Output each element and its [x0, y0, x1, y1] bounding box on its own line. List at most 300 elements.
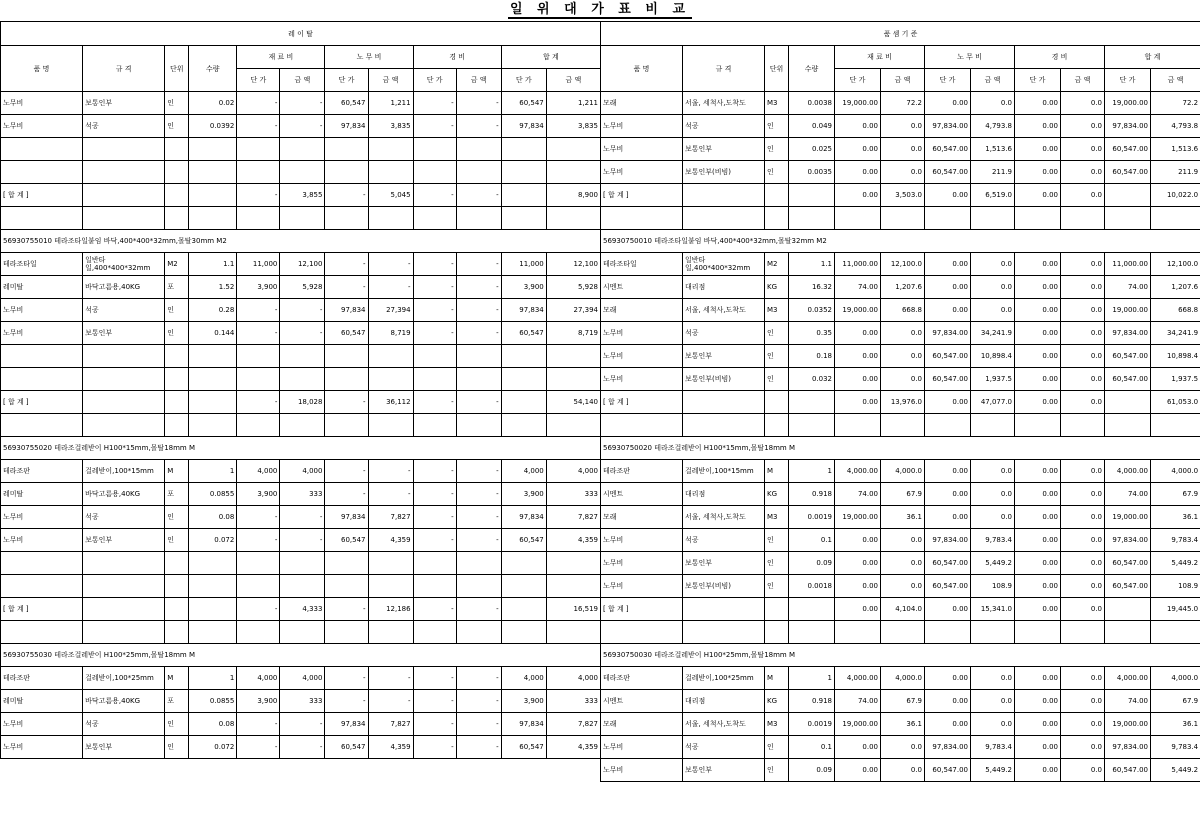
expense-unit-price: - [413, 460, 456, 483]
empty-cell [601, 207, 683, 230]
labor-unit-price: 0.00 [925, 184, 971, 207]
item-qty: 0.02 [189, 92, 237, 115]
item-unit [165, 598, 189, 621]
material-unit-price: 11,000.00 [835, 253, 881, 276]
empty-cell [546, 552, 600, 575]
item-name: 노무비 [601, 529, 683, 552]
blank-row [601, 207, 1200, 230]
header-amount: 금 액 [1061, 69, 1105, 92]
table-row [1, 299, 601, 322]
table-row [601, 759, 1200, 782]
table-row [1, 115, 601, 138]
total-unit-price: 60,547.00 [1105, 161, 1151, 184]
labor-amount: 7,827 [368, 506, 413, 529]
total-amount: 4,359 [546, 736, 600, 759]
empty-cell [165, 207, 189, 230]
item-qty: 1 [189, 460, 237, 483]
item-spec: 걸레받이,100*25mm [683, 667, 765, 690]
item-unit [165, 391, 189, 414]
total-unit-price: 4,000.00 [1105, 460, 1151, 483]
labor-unit-price: - [325, 690, 368, 713]
empty-cell [501, 368, 546, 391]
item-unit: M3 [765, 92, 789, 115]
empty-cell [189, 575, 237, 598]
blank-row [1, 207, 601, 230]
item-unit: 인 [765, 368, 789, 391]
material-unit-price: 4,000 [237, 460, 280, 483]
table-row [601, 736, 1200, 759]
labor-amount: - [368, 483, 413, 506]
labor-unit-price: 97,834.00 [925, 736, 971, 759]
header-amount: 금 액 [881, 69, 925, 92]
item-spec: 보통인부 [683, 138, 765, 161]
material-amount: 3,503.0 [881, 184, 925, 207]
blank-row [601, 414, 1200, 437]
item-unit: M3 [765, 506, 789, 529]
labor-unit-price: 0.00 [925, 667, 971, 690]
total-unit-price [1105, 391, 1151, 414]
material-unit-price: 19,000.00 [835, 713, 881, 736]
item-qty: 0.0019 [789, 713, 835, 736]
empty-cell [1, 207, 83, 230]
item-name: [ 합 계 ] [1, 391, 83, 414]
labor-amount: 4,359 [368, 529, 413, 552]
labor-amount: 0.0 [971, 690, 1015, 713]
empty-cell [1, 414, 83, 437]
material-amount: 4,104.0 [881, 598, 925, 621]
item-qty: 0.918 [789, 690, 835, 713]
table-row [1, 276, 601, 299]
item-name: 시멘트 [601, 276, 683, 299]
expense-unit-price: - [413, 598, 456, 621]
item-name: [ 합 계 ] [1, 598, 83, 621]
empty-cell [280, 552, 325, 575]
empty-cell [237, 621, 280, 644]
expense-unit-price: 0.00 [1015, 575, 1061, 598]
empty-cell [546, 345, 600, 368]
total-unit-price: 60,547.00 [1105, 138, 1151, 161]
expense-unit-price: 0.00 [1015, 322, 1061, 345]
header-amount: 금 액 [546, 69, 600, 92]
total-amount: 9,783.4 [1151, 736, 1200, 759]
expense-amount: 0.0 [1061, 713, 1105, 736]
total-unit-price: 60,547.00 [1105, 345, 1151, 368]
empty-cell [237, 552, 280, 575]
item-qty: 0.09 [789, 759, 835, 782]
table-row [1, 506, 601, 529]
total-unit-price: 74.00 [1105, 483, 1151, 506]
material-unit-price: 0.00 [835, 368, 881, 391]
header-labor: 노 무 비 [925, 46, 1015, 69]
header-qty: 수량 [789, 46, 835, 92]
total-amount: 67.9 [1151, 483, 1200, 506]
empty-cell [501, 414, 546, 437]
empty-cell [83, 552, 165, 575]
item-name: 테라조타일 [601, 253, 683, 276]
subtotal-row [1, 391, 601, 414]
empty-cell [368, 575, 413, 598]
item-name: [ 합 계 ] [1, 184, 83, 207]
header-amount: 금 액 [280, 69, 325, 92]
group-title-row [1, 22, 601, 46]
item-unit: 인 [165, 322, 189, 345]
labor-unit-price: 0.00 [925, 299, 971, 322]
empty-cell [368, 138, 413, 161]
item-name: 노무비 [1, 322, 83, 345]
expense-unit-price: 0.00 [1015, 368, 1061, 391]
expense-amount: 0.0 [1061, 345, 1105, 368]
item-spec: 대리점 [683, 276, 765, 299]
labor-unit-price: 0.00 [925, 253, 971, 276]
labor-unit-price: - [325, 276, 368, 299]
labor-unit-price: 60,547.00 [925, 552, 971, 575]
material-amount: 4,333 [280, 598, 325, 621]
group-title: 품 셈 기 준 [601, 22, 1200, 46]
section-header-row [601, 644, 1200, 667]
total-amount: 4,000 [546, 460, 600, 483]
item-qty: 0.0038 [789, 92, 835, 115]
labor-unit-price: - [325, 460, 368, 483]
item-spec: 석공 [83, 299, 165, 322]
item-qty [189, 391, 237, 414]
right-table [600, 21, 1200, 782]
empty-cell [165, 138, 189, 161]
table-row [601, 552, 1200, 575]
empty-cell [368, 345, 413, 368]
item-qty [189, 598, 237, 621]
total-unit-price: 97,834.00 [1105, 115, 1151, 138]
labor-amount: 0.0 [971, 667, 1015, 690]
item-spec: 서울, 세척사,도착도 [683, 299, 765, 322]
header-material: 재 료 비 [237, 46, 325, 69]
expense-amount: 0.0 [1061, 759, 1105, 782]
item-name: 모래 [601, 92, 683, 115]
item-qty: 0.08 [189, 506, 237, 529]
item-name: 노무비 [601, 115, 683, 138]
empty-cell [325, 621, 368, 644]
item-name: 테라조판 [601, 667, 683, 690]
total-amount: 19,445.0 [1151, 598, 1200, 621]
total-unit-price: 97,834.00 [1105, 529, 1151, 552]
empty-cell [925, 207, 971, 230]
item-name: 노무비 [1, 529, 83, 552]
expense-amount: 0.0 [1061, 184, 1105, 207]
labor-amount: 1,211 [368, 92, 413, 115]
item-name: 테라조타일 [1, 253, 83, 276]
blank-row [1, 368, 601, 391]
table-row [601, 345, 1200, 368]
expense-amount: - [456, 690, 501, 713]
table-row [601, 299, 1200, 322]
material-amount: 4,000 [280, 460, 325, 483]
material-amount: 36.1 [881, 506, 925, 529]
item-unit: 인 [165, 529, 189, 552]
item-name: 노무비 [601, 138, 683, 161]
item-name: 레미탈 [1, 276, 83, 299]
item-qty: 0.08 [189, 713, 237, 736]
item-unit: 인 [765, 529, 789, 552]
item-qty [789, 184, 835, 207]
empty-cell [280, 345, 325, 368]
section-title: 56930755020 테라조걸레받이 H100*15mm,몰탈18mm M [1, 437, 601, 460]
material-unit-price: 0.00 [835, 598, 881, 621]
total-unit-price: 97,834 [501, 115, 546, 138]
labor-unit-price: 60,547 [325, 529, 368, 552]
empty-cell [368, 621, 413, 644]
header-unit-price: 단 가 [835, 69, 881, 92]
total-amount: 4,000.0 [1151, 667, 1200, 690]
empty-cell [1061, 414, 1105, 437]
table-row [601, 483, 1200, 506]
header-spec: 규 격 [683, 46, 765, 92]
empty-cell [189, 138, 237, 161]
header-unit-price: 단 가 [1105, 69, 1151, 92]
item-unit: 인 [765, 138, 789, 161]
empty-cell [789, 207, 835, 230]
item-spec [83, 184, 165, 207]
total-amount: 1,207.6 [1151, 276, 1200, 299]
total-unit-price: 3,900 [501, 483, 546, 506]
header-unit-price: 단 가 [925, 69, 971, 92]
expense-unit-price: 0.00 [1015, 759, 1061, 782]
material-unit-price: - [237, 598, 280, 621]
header-row-1 [1, 46, 601, 69]
table-row [601, 713, 1200, 736]
labor-amount: 9,783.4 [971, 529, 1015, 552]
group-title-row [601, 22, 1200, 46]
total-unit-price: 19,000.00 [1105, 92, 1151, 115]
expense-unit-price: - [413, 713, 456, 736]
empty-cell [83, 345, 165, 368]
item-name: 노무비 [601, 736, 683, 759]
item-spec: 석공 [83, 713, 165, 736]
item-unit: 인 [165, 736, 189, 759]
empty-cell [971, 207, 1015, 230]
empty-cell [280, 368, 325, 391]
total-unit-price: 11,000 [501, 253, 546, 276]
empty-cell [325, 368, 368, 391]
item-name: 노무비 [601, 368, 683, 391]
item-qty: 0.049 [789, 115, 835, 138]
item-unit: 인 [165, 115, 189, 138]
item-name: [ 합 계 ] [601, 598, 683, 621]
item-unit: 인 [765, 575, 789, 598]
item-spec: 보통인부 [683, 759, 765, 782]
table-row [601, 92, 1200, 115]
blank-row [601, 621, 1200, 644]
expense-unit-price: 0.00 [1015, 253, 1061, 276]
expense-unit-price: - [413, 253, 456, 276]
item-unit [765, 184, 789, 207]
header-qty: 수량 [189, 46, 237, 92]
labor-unit-price: 0.00 [925, 713, 971, 736]
expense-amount: 0.0 [1061, 391, 1105, 414]
material-unit-price: 0.00 [835, 552, 881, 575]
total-unit-price: 60,547 [501, 736, 546, 759]
empty-cell [280, 161, 325, 184]
labor-amount: 15,341.0 [971, 598, 1015, 621]
header-unit: 단위 [165, 46, 189, 92]
total-amount: 4,793.8 [1151, 115, 1200, 138]
total-unit-price [1105, 184, 1151, 207]
empty-cell [413, 161, 456, 184]
material-unit-price: 74.00 [835, 276, 881, 299]
header-amount: 금 액 [1151, 69, 1200, 92]
empty-cell [456, 575, 501, 598]
blank-row [1, 161, 601, 184]
blank-row [1, 552, 601, 575]
material-amount: 668.8 [881, 299, 925, 322]
section-header-row [601, 230, 1200, 253]
expense-unit-price: - [413, 736, 456, 759]
item-spec: 일반타일,400*400*32mm [683, 253, 765, 276]
header-amount: 금 액 [456, 69, 501, 92]
material-unit-price: 0.00 [835, 322, 881, 345]
item-qty: 0.18 [789, 345, 835, 368]
empty-cell [189, 552, 237, 575]
material-unit-price: 4,000 [237, 667, 280, 690]
empty-cell [165, 368, 189, 391]
empty-cell [1061, 207, 1105, 230]
empty-cell [280, 621, 325, 644]
total-amount: 36.1 [1151, 506, 1200, 529]
expense-unit-price: 0.00 [1015, 667, 1061, 690]
total-unit-price: 60,547.00 [1105, 759, 1151, 782]
item-unit: KG [765, 276, 789, 299]
labor-unit-price: - [325, 598, 368, 621]
item-name: 레미탈 [1, 483, 83, 506]
labor-amount: 0.0 [971, 299, 1015, 322]
empty-cell [501, 552, 546, 575]
material-unit-price: 0.00 [835, 345, 881, 368]
item-unit: 인 [165, 299, 189, 322]
item-spec: 대리점 [683, 483, 765, 506]
empty-cell [1151, 414, 1200, 437]
item-name: 노무비 [601, 161, 683, 184]
total-amount: 668.8 [1151, 299, 1200, 322]
empty-cell [546, 575, 600, 598]
empty-cell [835, 621, 881, 644]
empty-cell [601, 621, 683, 644]
left-table [0, 21, 601, 759]
empty-cell [835, 207, 881, 230]
item-spec: 보통인부 [83, 736, 165, 759]
header-material: 재 료 비 [835, 46, 925, 69]
labor-unit-price: 60,547 [325, 736, 368, 759]
labor-unit-price: 60,547.00 [925, 345, 971, 368]
empty-cell [1105, 207, 1151, 230]
total-unit-price: 3,900 [501, 276, 546, 299]
labor-unit-price: - [325, 253, 368, 276]
item-qty: 0.09 [789, 552, 835, 575]
empty-cell [501, 161, 546, 184]
labor-amount: 1,513.6 [971, 138, 1015, 161]
material-unit-price: 0.00 [835, 161, 881, 184]
item-name: 노무비 [1, 92, 83, 115]
total-unit-price [501, 598, 546, 621]
item-qty: 1 [789, 667, 835, 690]
material-amount: - [280, 299, 325, 322]
empty-cell [971, 414, 1015, 437]
empty-cell [165, 161, 189, 184]
item-name: 노무비 [1, 506, 83, 529]
expense-amount: 0.0 [1061, 736, 1105, 759]
table-row [601, 138, 1200, 161]
total-unit-price: 97,834.00 [1105, 322, 1151, 345]
total-amount: 12,100 [546, 253, 600, 276]
labor-unit-price: 0.00 [925, 460, 971, 483]
material-unit-price: - [237, 506, 280, 529]
material-unit-price: 0.00 [835, 391, 881, 414]
total-amount: 36.1 [1151, 713, 1200, 736]
header-unit-price: 단 가 [501, 69, 546, 92]
item-spec: 걸레받이,100*15mm [83, 460, 165, 483]
empty-cell [83, 414, 165, 437]
material-unit-price: - [237, 115, 280, 138]
empty-cell [325, 414, 368, 437]
total-amount: 7,827 [546, 713, 600, 736]
item-name: [ 합 계 ] [601, 391, 683, 414]
total-amount: 67.9 [1151, 690, 1200, 713]
header-unit: 단위 [765, 46, 789, 92]
material-amount: 0.0 [881, 759, 925, 782]
material-amount: 12,100.0 [881, 253, 925, 276]
total-unit-price [501, 184, 546, 207]
total-unit-price: 74.00 [1105, 690, 1151, 713]
section-header-row [1, 437, 601, 460]
labor-unit-price: - [325, 391, 368, 414]
expense-unit-price: 0.00 [1015, 483, 1061, 506]
empty-cell [501, 207, 546, 230]
labor-unit-price: 0.00 [925, 276, 971, 299]
subtotal-row [601, 391, 1200, 414]
item-spec [83, 598, 165, 621]
header-spec: 규 격 [83, 46, 165, 92]
expense-amount: - [456, 276, 501, 299]
section-title: 56930755010 테라조타일붙임 바닥,400*400*32mm,몰탈30mm M2 [1, 230, 601, 253]
item-qty: 0.0018 [789, 575, 835, 598]
labor-amount: - [368, 690, 413, 713]
item-unit [765, 598, 789, 621]
expense-amount: - [456, 529, 501, 552]
labor-amount: 34,241.9 [971, 322, 1015, 345]
total-unit-price: 60,547 [501, 529, 546, 552]
total-unit-price: 60,547 [501, 92, 546, 115]
expense-unit-price: 0.00 [1015, 276, 1061, 299]
header-name: 품 명 [601, 46, 683, 92]
labor-unit-price: 60,547.00 [925, 161, 971, 184]
expense-amount: 0.0 [1061, 253, 1105, 276]
empty-cell [189, 414, 237, 437]
material-unit-price: 4,000.00 [835, 667, 881, 690]
empty-cell [325, 138, 368, 161]
item-unit: M3 [765, 299, 789, 322]
empty-cell [683, 207, 765, 230]
header-unit-price: 단 가 [1015, 69, 1061, 92]
header-expense: 경 비 [413, 46, 501, 69]
total-unit-price: 60,547 [501, 322, 546, 345]
empty-cell [1015, 207, 1061, 230]
item-qty: 0.0392 [189, 115, 237, 138]
header-labor: 노 무 비 [325, 46, 413, 69]
empty-cell [237, 207, 280, 230]
item-name: 모래 [601, 506, 683, 529]
table-row [601, 253, 1200, 276]
total-amount: 16,519 [546, 598, 600, 621]
item-name: 테라조판 [1, 460, 83, 483]
item-spec: 서울, 세척사,도착도 [683, 506, 765, 529]
empty-cell [83, 621, 165, 644]
